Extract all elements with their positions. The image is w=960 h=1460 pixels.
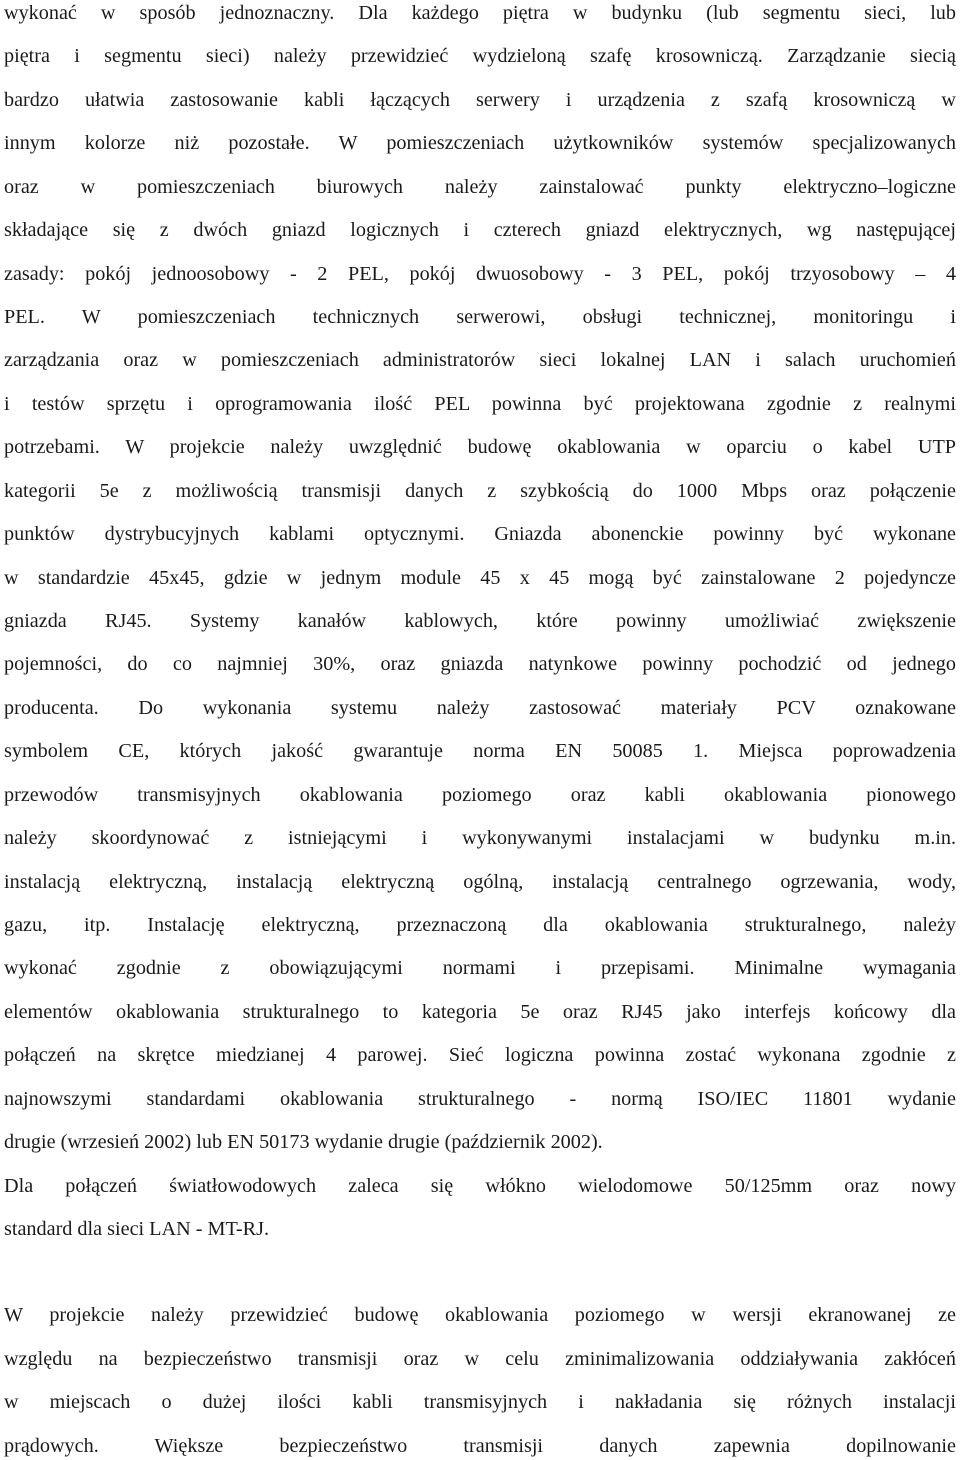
paragraph-1-line-12: kategorii 5e z możliwością transmisji danych z szybkością do 1000 Mbps oraz połączenie bbox=[4, 480, 956, 502]
paragraph-1-line-6: składające się z dwóch gniazd logicznych i czterech gniazd elektrycznych, wg następującej bbox=[4, 219, 956, 241]
paragraph-1-line-2: piętra i segmentu sieci) należy przewidzieć wydzieloną szafę krosowniczą. Zarządzanie siecią bbox=[4, 45, 956, 67]
paragraph-2-line-2: standard dla sieci LAN - MT-RJ. bbox=[4, 1218, 270, 1240]
paragraph-1-line-14: w standardzie 45x45, gdzie w jednym module 45 x 45 mogą być zainstalowane 2 pojedyncze bbox=[4, 567, 956, 589]
paragraph-1-line-13: punktów dystrybucyjnych kablami optycznymi. Gniazda abonenckie powinny być wykonane bbox=[4, 523, 956, 545]
paragraph-1-line-23: wykonać zgodnie z obowiązującymi normami i przepisami. Minimalne wymagania bbox=[4, 957, 956, 979]
paragraph-3-line-3: w miejscach o dużej ilości kabli transmisyjnych i nakładania się różnych instalacji bbox=[4, 1391, 956, 1413]
paragraph-1-line-18: symbolem CE, których jakość gwarantuje norma EN 50085 1. Miejsca poprowadzenia bbox=[4, 740, 956, 762]
paragraph-1-line-16: pojemności, do co najmniej 30%, oraz gniazda natynkowe powinny pochodzić od jednego bbox=[4, 653, 956, 675]
paragraph-1-line-7: zasady: pokój jednoosobowy - 2 PEL, pokój dwuosobowy - 3 PEL, pokój trzyosobowy – 4 bbox=[4, 263, 956, 285]
paragraph-1-line-1: wykonać w sposób jednoznaczny. Dla każdego piętra w budynku (lub segmentu sieci, lub bbox=[4, 2, 956, 24]
paragraph-3-line-4: prądowych. Większe bezpieczeństwo transmisji danych zapewnia dopilnowanie bbox=[4, 1435, 956, 1457]
paragraph-1-line-11: potrzebami. W projekcie należy uwzględnić budowę okablowania w oparciu o kabel UTP bbox=[4, 436, 956, 458]
paragraph-1-line-25: połączeń na skrętce miedzianej 4 parowej. Sieć logiczna powinna zostać wykonana zgodnie z bbox=[4, 1044, 956, 1066]
paragraph-1-line-8: PEL. W pomieszczeniach technicznych serwerowi, obsługi technicznej, monitoringu i bbox=[4, 306, 956, 328]
paragraph-1-line-15: gniazda RJ45. Systemy kanałów kablowych, które powinny umożliwiać zwiększenie bbox=[4, 610, 956, 632]
paragraph-1-line-3: bardzo ułatwia zastosowanie kabli łączących serwery i urządzenia z szafą krosowniczą w bbox=[4, 89, 956, 111]
paragraph-1-line-22: gazu, itp. Instalację elektryczną, przeznaczoną dla okablowania strukturalnego, należy bbox=[4, 914, 956, 936]
paragraph-1-line-9: zarządzania oraz w pomieszczeniach administratorów sieci lokalnej LAN i salach uruchomień bbox=[4, 349, 956, 371]
paragraph-1-line-17: producenta. Do wykonania systemu należy zastosować materiały PCV oznakowane bbox=[4, 697, 956, 719]
paragraph-3-line-1: W projekcie należy przewidzieć budowę okablowania poziomego w wersji ekranowanej ze bbox=[4, 1304, 956, 1326]
paragraph-1-line-10: i testów sprzętu i oprogramowania ilość PEL powinna być projektowana zgodnie z realnymi bbox=[4, 393, 956, 415]
paragraph-2-line-1: Dla połączeń światłowodowych zaleca się włókno wielodomowe 50/125mm oraz nowy bbox=[4, 1175, 956, 1197]
paragraph-1-line-26: najnowszymi standardami okablowania strukturalnego - normą ISO/IEC 11801 wydanie bbox=[4, 1088, 956, 1110]
paragraph-1-line-27: drugie (wrzesień 2002) lub EN 50173 wydanie drugie (październik 2002). bbox=[4, 1131, 603, 1153]
paragraph-1-line-21: instalacją elektryczną, instalacją elektryczną ogólną, instalacją centralnego ogrzewania, wody, bbox=[4, 871, 956, 893]
paragraph-1-line-4: innym kolorze niż pozostałe. W pomieszczeniach użytkowników systemów specjalizowanych bbox=[4, 132, 956, 154]
paragraph-1-line-24: elementów okablowania strukturalnego to kategoria 5e oraz RJ45 jako interfejs końcowy dla bbox=[4, 1001, 956, 1023]
paragraph-3-line-2: względu na bezpieczeństwo transmisji oraz w celu zminimalizowania oddziaływania zakłóceń bbox=[4, 1348, 956, 1370]
paragraph-1-line-20: należy skoordynować z istniejącymi i wykonywanymi instalacjami w budynku m.in. bbox=[4, 827, 956, 849]
paragraph-1-line-19: przewodów transmisyjnych okablowania poziomego oraz kabli okablowania pionowego bbox=[4, 784, 956, 806]
paragraph-1-line-5: oraz w pomieszczeniach biurowych należy zainstalować punkty elektryczno–logiczne bbox=[4, 176, 956, 198]
